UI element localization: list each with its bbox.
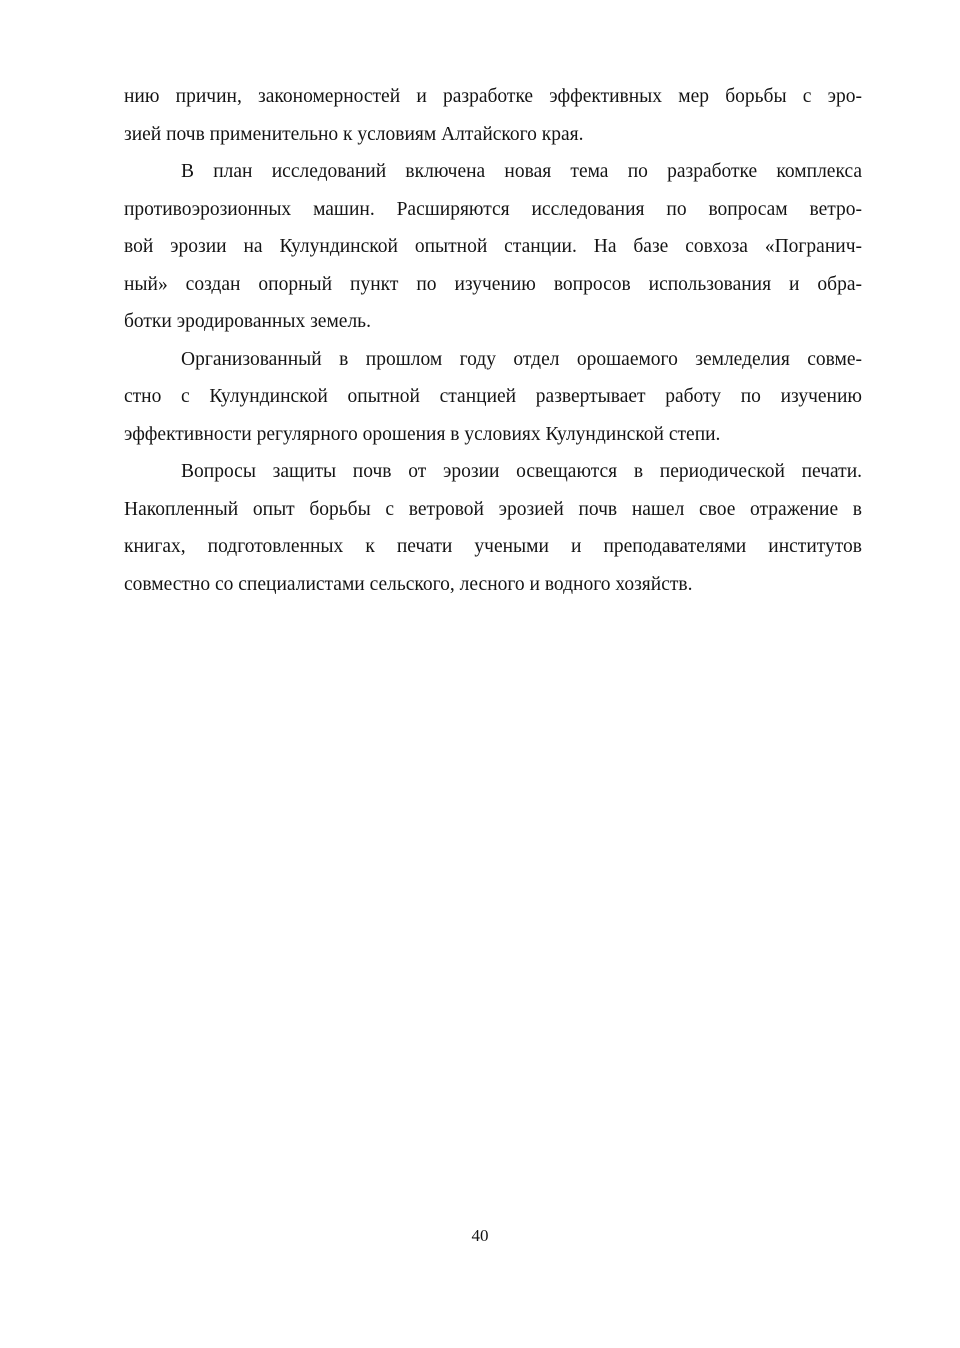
text-line: ботки эродированных земель.	[124, 311, 371, 332]
text-line: Организованный в прошлом году отдел орошаемого земледелия совме-	[181, 348, 862, 370]
text-line: совместно со специалистами сельского, лесного и водного хозяйств.	[124, 573, 693, 595]
text-line: В план исследований включена новая тема по разработке комплекса	[181, 161, 862, 182]
text-line: зией почв применительно к условиям Алтайского края.	[124, 123, 584, 145]
paragraph	[124, 453, 862, 603]
text-line: ный» создан опорный пункт по изучению вопросов использования и обра-	[124, 273, 862, 295]
text-line: стно с Кулундинской опытной станцией развертывает работу по изучению	[124, 386, 862, 407]
page-number: 40	[471, 1226, 489, 1245]
body-text	[124, 78, 862, 603]
text-line: книгах, подготовленных к печати учеными и преподавателями институтов	[124, 536, 862, 557]
text-line: Вопросы защиты почв от эрозии освещаются в периодической печати.	[181, 461, 862, 482]
paragraph	[124, 341, 862, 454]
text-line: противоэрозионных машин. Расширяются исследования по вопросам ветро-	[124, 198, 862, 220]
text-line: нию причин, закономерностей и разработке эффективных мер борьбы с эро-	[124, 86, 862, 107]
text-line: эффективности регулярного орошения в условиях Кулундинской степи.	[124, 423, 721, 445]
paragraph	[124, 78, 862, 153]
text-line: вой эрозии на Кулундинской опытной станции. На базе совхоза «Погранич-	[124, 236, 862, 257]
paragraph	[124, 153, 862, 341]
text-line: Накопленный опыт борьбы с ветровой эрозией почв нашел свое отражение в	[124, 498, 862, 520]
